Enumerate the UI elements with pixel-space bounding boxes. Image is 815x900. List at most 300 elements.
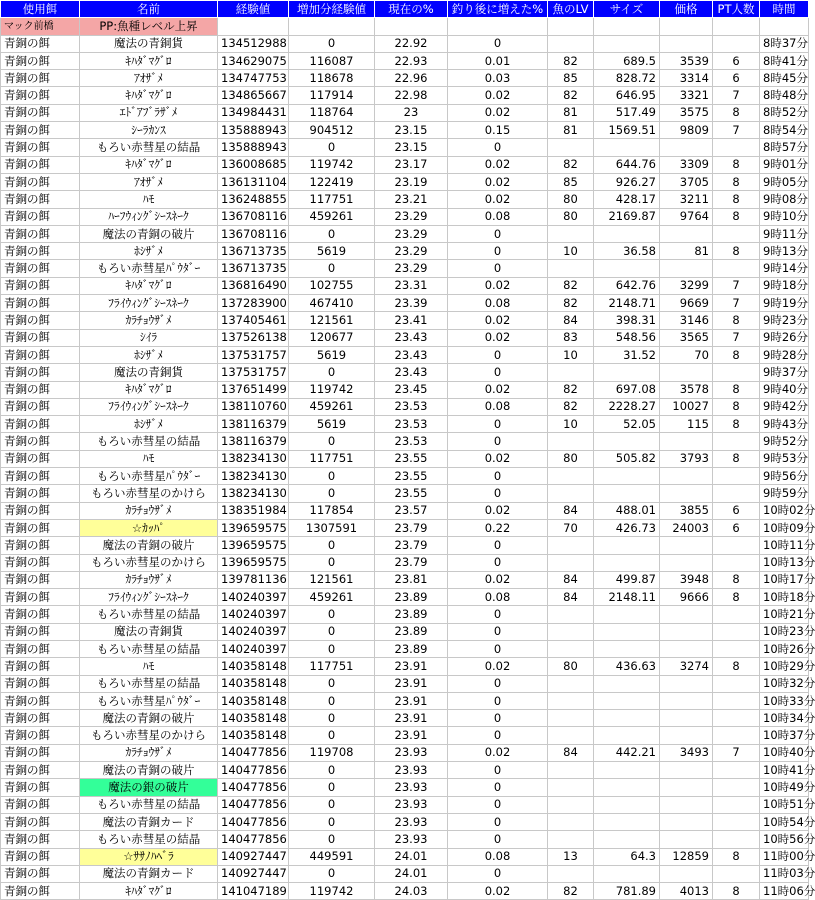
exp-gain-cell[interactable]: 5619	[289, 346, 375, 363]
party-size-cell[interactable]: 7	[713, 277, 760, 294]
name-cell[interactable]: 魔法の銀の破片	[80, 779, 218, 796]
exp-cell[interactable]: 136131104	[218, 173, 289, 190]
time-cell[interactable]: 11時00分	[760, 848, 809, 865]
percent-gain-cell[interactable]: 0.02	[448, 87, 548, 104]
party-size-cell[interactable]: 8	[713, 312, 760, 329]
bait-cell[interactable]: 青銅の餌	[1, 381, 80, 398]
time-cell[interactable]: 10時02分	[760, 502, 809, 519]
current-percent-cell[interactable]: 24.01	[375, 865, 448, 882]
fish-level-cell[interactable]	[548, 554, 594, 571]
exp-gain-cell[interactable]: 0	[289, 485, 375, 502]
current-percent-cell[interactable]: 23.53	[375, 416, 448, 433]
bait-cell[interactable]: 青銅の餌	[1, 554, 80, 571]
fish-level-cell[interactable]	[548, 485, 594, 502]
exp-gain-cell[interactable]: 122419	[289, 173, 375, 190]
fish-level-cell[interactable]: 80	[548, 450, 594, 467]
percent-gain-cell[interactable]: 0	[448, 865, 548, 882]
party-size-cell[interactable]: 7	[713, 744, 760, 761]
exp-cell[interactable]: 137405461	[218, 312, 289, 329]
bait-cell[interactable]: 青銅の餌	[1, 675, 80, 692]
fish-level-cell[interactable]: 82	[548, 295, 594, 312]
time-cell[interactable]: 8時45分	[760, 70, 809, 87]
exp-gain-cell[interactable]: 0	[289, 727, 375, 744]
exp-gain-cell[interactable]: 0	[289, 35, 375, 52]
exp-cell[interactable]: 140358148	[218, 727, 289, 744]
exp-gain-cell[interactable]: 0	[289, 813, 375, 830]
percent-gain-cell[interactable]: 0.08	[448, 295, 548, 312]
exp-cell[interactable]: 136708116	[218, 208, 289, 225]
current-percent-cell[interactable]	[375, 18, 448, 35]
percent-gain-cell[interactable]: 0	[448, 831, 548, 848]
party-size-cell[interactable]	[713, 139, 760, 156]
percent-gain-cell[interactable]: 0	[448, 433, 548, 450]
bait-cell[interactable]: 青銅の餌	[1, 450, 80, 467]
price-cell[interactable]	[660, 225, 713, 242]
name-cell[interactable]: ﾊﾓ	[80, 658, 218, 675]
percent-gain-cell[interactable]: 0.02	[448, 571, 548, 588]
current-percent-cell[interactable]: 23.57	[375, 502, 448, 519]
percent-gain-cell[interactable]: 0	[448, 139, 548, 156]
size-cell[interactable]	[594, 18, 660, 35]
time-cell[interactable]: 9時43分	[760, 416, 809, 433]
percent-gain-cell[interactable]: 0	[448, 35, 548, 52]
bait-cell[interactable]: 青銅の餌	[1, 796, 80, 813]
exp-cell[interactable]: 138234130	[218, 450, 289, 467]
percent-gain-cell[interactable]: 0	[448, 779, 548, 796]
column-header-exp[interactable]: 経験値	[218, 1, 289, 18]
name-cell[interactable]: もろい赤彗星の結晶	[80, 675, 218, 692]
bait-cell[interactable]: 青銅の餌	[1, 502, 80, 519]
name-cell[interactable]: ｴﾄﾞｱﾌﾞﾗｻﾞﾒ	[80, 104, 218, 121]
exp-gain-cell[interactable]: 119742	[289, 381, 375, 398]
column-header-party-size[interactable]: PT人数	[713, 1, 760, 18]
time-cell[interactable]: 9時13分	[760, 243, 809, 260]
current-percent-cell[interactable]: 23.39	[375, 295, 448, 312]
party-size-cell[interactable]	[713, 796, 760, 813]
time-cell[interactable]: 10時21分	[760, 606, 809, 623]
price-cell[interactable]: 9669	[660, 295, 713, 312]
bait-cell[interactable]: 青銅の餌	[1, 433, 80, 450]
party-size-cell[interactable]: 7	[713, 329, 760, 346]
size-cell[interactable]	[594, 606, 660, 623]
exp-gain-cell[interactable]: 0	[289, 260, 375, 277]
fish-level-cell[interactable]	[548, 225, 594, 242]
party-size-cell[interactable]	[713, 692, 760, 709]
exp-gain-cell[interactable]: 459261	[289, 208, 375, 225]
percent-gain-cell[interactable]: 0.08	[448, 208, 548, 225]
party-size-cell[interactable]: 7	[713, 87, 760, 104]
price-cell[interactable]: 12859	[660, 848, 713, 865]
size-cell[interactable]	[594, 35, 660, 52]
price-cell[interactable]	[660, 813, 713, 830]
percent-gain-cell[interactable]: 0	[448, 606, 548, 623]
bait-cell[interactable]: 青銅の餌	[1, 312, 80, 329]
party-size-cell[interactable]: 8	[713, 883, 760, 900]
price-cell[interactable]	[660, 865, 713, 882]
exp-cell[interactable]: 140358148	[218, 692, 289, 709]
party-size-cell[interactable]	[713, 727, 760, 744]
current-percent-cell[interactable]: 23.93	[375, 831, 448, 848]
exp-gain-cell[interactable]: 119742	[289, 156, 375, 173]
bait-cell[interactable]: 青銅の餌	[1, 762, 80, 779]
exp-cell[interactable]: 140240397	[218, 606, 289, 623]
exp-cell[interactable]: 136248855	[218, 191, 289, 208]
time-cell[interactable]: 10時49分	[760, 779, 809, 796]
bait-cell[interactable]: 青銅の餌	[1, 329, 80, 346]
exp-cell[interactable]: 140240397	[218, 640, 289, 657]
bait-cell[interactable]: 青銅の餌	[1, 744, 80, 761]
party-size-cell[interactable]: 8	[713, 589, 760, 606]
time-cell[interactable]: 10時23分	[760, 623, 809, 640]
exp-cell[interactable]: 138116379	[218, 416, 289, 433]
price-cell[interactable]	[660, 260, 713, 277]
price-cell[interactable]: 3578	[660, 381, 713, 398]
percent-gain-cell[interactable]: 0.02	[448, 450, 548, 467]
column-header-time[interactable]: 時間	[760, 1, 809, 18]
bait-cell[interactable]: 青銅の餌	[1, 191, 80, 208]
fish-level-cell[interactable]: 82	[548, 87, 594, 104]
size-cell[interactable]: 644.76	[594, 156, 660, 173]
price-cell[interactable]: 3146	[660, 312, 713, 329]
price-cell[interactable]	[660, 692, 713, 709]
fish-level-cell[interactable]	[548, 35, 594, 52]
size-cell[interactable]	[594, 779, 660, 796]
price-cell[interactable]: 115	[660, 416, 713, 433]
exp-gain-cell[interactable]: 118678	[289, 70, 375, 87]
party-size-cell[interactable]	[713, 18, 760, 35]
bait-cell[interactable]: 青銅の餌	[1, 225, 80, 242]
exp-cell[interactable]: 140477856	[218, 796, 289, 813]
percent-gain-cell[interactable]: 0.08	[448, 848, 548, 865]
size-cell[interactable]	[594, 831, 660, 848]
time-cell[interactable]: 10時17分	[760, 571, 809, 588]
percent-gain-cell[interactable]: 0	[448, 813, 548, 830]
size-cell[interactable]	[594, 485, 660, 502]
price-cell[interactable]: 70	[660, 346, 713, 363]
size-cell[interactable]: 2228.27	[594, 398, 660, 415]
price-cell[interactable]	[660, 831, 713, 848]
current-percent-cell[interactable]: 23.53	[375, 433, 448, 450]
exp-cell[interactable]: 137526138	[218, 329, 289, 346]
exp-gain-cell[interactable]: 1307591	[289, 519, 375, 536]
exp-gain-cell[interactable]: 119742	[289, 883, 375, 900]
price-cell[interactable]	[660, 623, 713, 640]
size-cell[interactable]	[594, 675, 660, 692]
size-cell[interactable]	[594, 796, 660, 813]
name-cell[interactable]: ｱｵｻﾞﾒ	[80, 173, 218, 190]
percent-gain-cell[interactable]: 0.01	[448, 52, 548, 69]
exp-gain-cell[interactable]: 0	[289, 710, 375, 727]
bait-cell[interactable]: 青銅の餌	[1, 571, 80, 588]
time-cell[interactable]: 10時33分	[760, 692, 809, 709]
name-cell[interactable]: ﾎｼｻﾞﾒ	[80, 346, 218, 363]
time-cell[interactable]: 10時18分	[760, 589, 809, 606]
percent-gain-cell[interactable]: 0.02	[448, 658, 548, 675]
current-percent-cell[interactable]: 23.79	[375, 554, 448, 571]
column-header-fish-level[interactable]: 魚のLV	[548, 1, 594, 18]
exp-gain-cell[interactable]: 0	[289, 606, 375, 623]
time-cell[interactable]: 10時54分	[760, 813, 809, 830]
fish-level-cell[interactable]: 80	[548, 191, 594, 208]
current-percent-cell[interactable]: 23.91	[375, 675, 448, 692]
time-cell[interactable]: 9時37分	[760, 364, 809, 381]
exp-gain-cell[interactable]: 0	[289, 865, 375, 882]
time-cell[interactable]: 10時34分	[760, 710, 809, 727]
exp-cell[interactable]: 134865667	[218, 87, 289, 104]
column-header-name[interactable]: 名前	[80, 1, 218, 18]
party-size-cell[interactable]: 8	[713, 381, 760, 398]
size-cell[interactable]: 781.89	[594, 883, 660, 900]
current-percent-cell[interactable]: 24.03	[375, 883, 448, 900]
bait-cell[interactable]: 青銅の餌	[1, 606, 80, 623]
exp-cell[interactable]: 140477856	[218, 744, 289, 761]
time-cell[interactable]: 8時52分	[760, 104, 809, 121]
exp-cell[interactable]: 140477856	[218, 813, 289, 830]
exp-gain-cell[interactable]: 5619	[289, 243, 375, 260]
party-size-cell[interactable]: 7	[713, 122, 760, 139]
size-cell[interactable]: 488.01	[594, 502, 660, 519]
party-size-cell[interactable]: 6	[713, 502, 760, 519]
time-cell[interactable]: 11時03分	[760, 865, 809, 882]
size-cell[interactable]: 548.56	[594, 329, 660, 346]
fish-level-cell[interactable]: 82	[548, 883, 594, 900]
party-size-cell[interactable]	[713, 623, 760, 640]
price-cell[interactable]: 3565	[660, 329, 713, 346]
current-percent-cell[interactable]: 23	[375, 104, 448, 121]
current-percent-cell[interactable]: 23.93	[375, 762, 448, 779]
exp-cell[interactable]: 139659575	[218, 537, 289, 554]
time-cell[interactable]: 10時32分	[760, 675, 809, 692]
time-cell[interactable]: 9時11分	[760, 225, 809, 242]
bait-cell[interactable]: 青銅の餌	[1, 346, 80, 363]
time-cell[interactable]: 10時29分	[760, 658, 809, 675]
exp-cell[interactable]: 136708116	[218, 225, 289, 242]
percent-gain-cell[interactable]: 0	[448, 346, 548, 363]
time-cell[interactable]: 8時48分	[760, 87, 809, 104]
percent-gain-cell[interactable]: 0	[448, 416, 548, 433]
bait-cell[interactable]: 青銅の餌	[1, 848, 80, 865]
size-cell[interactable]	[594, 640, 660, 657]
size-cell[interactable]: 926.27	[594, 173, 660, 190]
exp-cell[interactable]: 135888943	[218, 122, 289, 139]
exp-gain-cell[interactable]: 121561	[289, 571, 375, 588]
current-percent-cell[interactable]: 22.96	[375, 70, 448, 87]
exp-cell[interactable]: 138234130	[218, 468, 289, 485]
bait-cell[interactable]: 青銅の餌	[1, 156, 80, 173]
bait-cell[interactable]: 青銅の餌	[1, 658, 80, 675]
bait-cell[interactable]: 青銅の餌	[1, 468, 80, 485]
size-cell[interactable]	[594, 727, 660, 744]
bait-cell[interactable]: 青銅の餌	[1, 173, 80, 190]
bait-cell[interactable]: 青銅の餌	[1, 104, 80, 121]
current-percent-cell[interactable]: 23.91	[375, 658, 448, 675]
percent-gain-cell[interactable]: 0.03	[448, 70, 548, 87]
exp-cell[interactable]: 140240397	[218, 589, 289, 606]
bait-cell[interactable]: 青銅の餌	[1, 398, 80, 415]
name-cell[interactable]: 魔法の青銅の破片	[80, 762, 218, 779]
exp-cell[interactable]: 140240397	[218, 623, 289, 640]
exp-cell[interactable]: 140358148	[218, 675, 289, 692]
price-cell[interactable]: 3948	[660, 571, 713, 588]
exp-gain-cell[interactable]: 0	[289, 554, 375, 571]
time-cell[interactable]: 9時10分	[760, 208, 809, 225]
size-cell[interactable]	[594, 225, 660, 242]
exp-gain-cell[interactable]: 0	[289, 364, 375, 381]
current-percent-cell[interactable]: 23.53	[375, 398, 448, 415]
price-cell[interactable]: 3493	[660, 744, 713, 761]
fish-level-cell[interactable]	[548, 779, 594, 796]
exp-cell[interactable]: 138116379	[218, 433, 289, 450]
size-cell[interactable]: 689.5	[594, 52, 660, 69]
exp-gain-cell[interactable]: 5619	[289, 416, 375, 433]
party-size-cell[interactable]	[713, 865, 760, 882]
current-percent-cell[interactable]: 23.21	[375, 191, 448, 208]
price-cell[interactable]	[660, 710, 713, 727]
current-percent-cell[interactable]: 22.92	[375, 35, 448, 52]
fish-level-cell[interactable]: 84	[548, 312, 594, 329]
price-cell[interactable]	[660, 675, 713, 692]
name-cell[interactable]: もろい赤彗星ﾊﾟｳﾀﾞｰ	[80, 468, 218, 485]
name-cell[interactable]: ｱｵｻﾞﾒ	[80, 70, 218, 87]
exp-gain-cell[interactable]: 0	[289, 796, 375, 813]
percent-gain-cell[interactable]: 0.02	[448, 883, 548, 900]
size-cell[interactable]: 505.82	[594, 450, 660, 467]
exp-gain-cell[interactable]: 0	[289, 468, 375, 485]
name-cell[interactable]: 魔法の青銅カード	[80, 813, 218, 830]
size-cell[interactable]: 642.76	[594, 277, 660, 294]
name-cell[interactable]: ☆ｻｻﾉﾊﾍﾞﾗ	[80, 848, 218, 865]
price-cell[interactable]: 81	[660, 243, 713, 260]
size-cell[interactable]	[594, 433, 660, 450]
size-cell[interactable]: 398.31	[594, 312, 660, 329]
current-percent-cell[interactable]: 23.93	[375, 813, 448, 830]
party-size-cell[interactable]	[713, 35, 760, 52]
name-cell[interactable]: ｼｲﾗ	[80, 329, 218, 346]
current-percent-cell[interactable]: 23.29	[375, 208, 448, 225]
bait-cell[interactable]: 青銅の餌	[1, 87, 80, 104]
exp-cell[interactable]: 141047189	[218, 883, 289, 900]
current-percent-cell[interactable]: 23.79	[375, 537, 448, 554]
bait-cell[interactable]: 青銅の餌	[1, 35, 80, 52]
exp-cell[interactable]: 134984431	[218, 104, 289, 121]
exp-cell[interactable]: 135888943	[218, 139, 289, 156]
size-cell[interactable]	[594, 813, 660, 830]
bait-cell[interactable]: 青銅の餌	[1, 416, 80, 433]
price-cell[interactable]	[660, 796, 713, 813]
price-cell[interactable]: 24003	[660, 519, 713, 536]
bait-cell[interactable]: 青銅の餌	[1, 813, 80, 830]
size-cell[interactable]: 31.52	[594, 346, 660, 363]
party-size-cell[interactable]	[713, 433, 760, 450]
size-cell[interactable]	[594, 762, 660, 779]
time-cell[interactable]: 9時18分	[760, 277, 809, 294]
time-cell[interactable]: 8時37分	[760, 35, 809, 52]
column-header-percent-gain[interactable]: 釣り後に増えた%	[448, 1, 548, 18]
party-size-cell[interactable]	[713, 364, 760, 381]
bait-cell[interactable]: 青銅の餌	[1, 52, 80, 69]
fish-level-cell[interactable]: 80	[548, 208, 594, 225]
time-cell[interactable]: 8時41分	[760, 52, 809, 69]
current-percent-cell[interactable]: 23.29	[375, 225, 448, 242]
exp-gain-cell[interactable]: 459261	[289, 398, 375, 415]
bait-cell[interactable]: 青銅の餌	[1, 519, 80, 536]
exp-gain-cell[interactable]: 117751	[289, 450, 375, 467]
exp-cell[interactable]: 139781136	[218, 571, 289, 588]
party-size-cell[interactable]	[713, 225, 760, 242]
time-cell[interactable]: 9時56分	[760, 468, 809, 485]
percent-gain-cell[interactable]: 0.02	[448, 381, 548, 398]
price-cell[interactable]: 9666	[660, 589, 713, 606]
size-cell[interactable]: 64.3	[594, 848, 660, 865]
name-cell[interactable]: もろい赤彗星の結晶	[80, 139, 218, 156]
bait-cell[interactable]: 青銅の餌	[1, 243, 80, 260]
name-cell[interactable]: ｷﾊﾀﾞﾏｸﾞﾛ	[80, 277, 218, 294]
price-cell[interactable]: 3274	[660, 658, 713, 675]
price-cell[interactable]	[660, 35, 713, 52]
exp-gain-cell[interactable]: 0	[289, 537, 375, 554]
price-cell[interactable]: 9809	[660, 122, 713, 139]
fish-level-cell[interactable]	[548, 364, 594, 381]
price-cell[interactable]: 3211	[660, 191, 713, 208]
exp-gain-cell[interactable]: 117914	[289, 87, 375, 104]
name-cell[interactable]: ﾎｼｻﾞﾒ	[80, 243, 218, 260]
size-cell[interactable]	[594, 537, 660, 554]
party-size-cell[interactable]: 6	[713, 52, 760, 69]
name-cell[interactable]: PP:魚種レベル上昇	[80, 18, 218, 35]
percent-gain-cell[interactable]: 0.02	[448, 173, 548, 190]
exp-gain-cell[interactable]: 449591	[289, 848, 375, 865]
current-percent-cell[interactable]: 22.93	[375, 52, 448, 69]
bait-cell[interactable]: 青銅の餌	[1, 640, 80, 657]
exp-cell[interactable]: 140477856	[218, 831, 289, 848]
exp-cell[interactable]: 137531757	[218, 364, 289, 381]
exp-cell[interactable]	[218, 18, 289, 35]
percent-gain-cell[interactable]: 0	[448, 537, 548, 554]
column-header-current-percent[interactable]: 現在の%	[375, 1, 448, 18]
exp-cell[interactable]: 140927447	[218, 848, 289, 865]
bait-cell[interactable]: 青銅の餌	[1, 623, 80, 640]
name-cell[interactable]: 魔法の青銅貨	[80, 623, 218, 640]
percent-gain-cell[interactable]: 0	[448, 623, 548, 640]
name-cell[interactable]: 魔法の青銅貨	[80, 35, 218, 52]
fish-level-cell[interactable]	[548, 762, 594, 779]
price-cell[interactable]: 3705	[660, 173, 713, 190]
current-percent-cell[interactable]: 23.79	[375, 519, 448, 536]
fish-level-cell[interactable]	[548, 675, 594, 692]
bait-cell[interactable]: 青銅の餌	[1, 295, 80, 312]
name-cell[interactable]: もろい赤彗星の結晶	[80, 433, 218, 450]
exp-cell[interactable]: 140358148	[218, 658, 289, 675]
percent-gain-cell[interactable]: 0	[448, 675, 548, 692]
fish-level-cell[interactable]	[548, 433, 594, 450]
size-cell[interactable]	[594, 468, 660, 485]
fish-level-cell[interactable]: 82	[548, 277, 594, 294]
bait-cell[interactable]: 青銅の餌	[1, 710, 80, 727]
price-cell[interactable]	[660, 762, 713, 779]
current-percent-cell[interactable]: 23.55	[375, 485, 448, 502]
price-cell[interactable]: 3793	[660, 450, 713, 467]
size-cell[interactable]	[594, 710, 660, 727]
fish-level-cell[interactable]	[548, 813, 594, 830]
party-size-cell[interactable]: 6	[713, 70, 760, 87]
current-percent-cell[interactable]: 23.93	[375, 744, 448, 761]
price-cell[interactable]: 3575	[660, 104, 713, 121]
time-cell[interactable]: 9時28分	[760, 346, 809, 363]
exp-gain-cell[interactable]: 459261	[289, 589, 375, 606]
percent-gain-cell[interactable]: 0	[448, 485, 548, 502]
percent-gain-cell[interactable]	[448, 18, 548, 35]
name-cell[interactable]: もろい赤彗星の結晶	[80, 831, 218, 848]
